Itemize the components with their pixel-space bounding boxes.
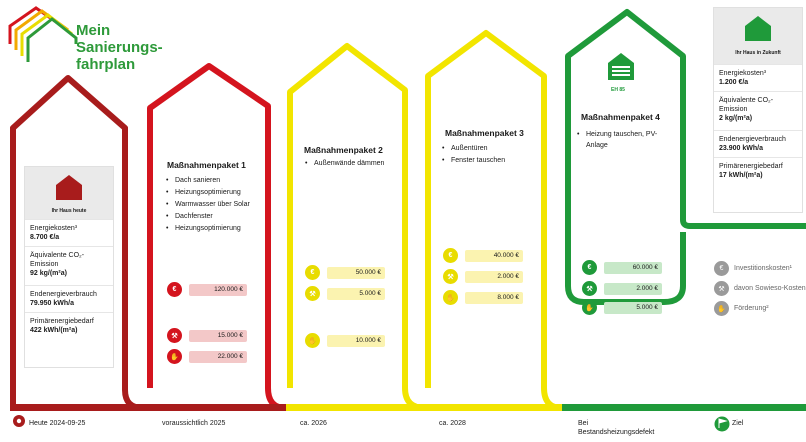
house-outline-package-3 xyxy=(428,33,562,408)
location-pin-icon xyxy=(13,415,25,427)
package-3-items xyxy=(442,143,505,167)
legend-funding: ✋ Förderung² xyxy=(714,301,769,316)
list-item: Anlage xyxy=(586,142,608,149)
future-card-header xyxy=(714,8,802,64)
timeline-label-2028: ca. 2028 xyxy=(439,420,466,427)
package-2-funding: ✋ 10.000 € xyxy=(305,333,385,348)
package-2-investment: € 50.000 € xyxy=(305,265,385,280)
package-1-sowieso: ⚒ 15.000 € xyxy=(167,328,247,343)
package-4-items xyxy=(577,129,657,151)
coins-icon: € xyxy=(582,260,597,275)
timeline-label-2026: ca. 2026 xyxy=(300,420,327,427)
wrench-icon: ⚒ xyxy=(582,281,597,296)
wrench-icon: ⚒ xyxy=(167,328,182,343)
list-item: • Dachfenster xyxy=(166,213,213,220)
coins-icon: € xyxy=(167,282,182,297)
wrench-icon: ⚒ xyxy=(714,281,729,296)
list-item: • Dach sanieren xyxy=(166,177,221,184)
package-1-investment: € 120.000 € xyxy=(167,282,247,297)
timeline-label-2025: voraussichtlich 2025 xyxy=(162,420,226,427)
today-card xyxy=(24,166,114,368)
list-item: • Heizungsoptimierung xyxy=(166,225,241,232)
today-primary-energy: Primärenergiebedarf 422 kWh/(m²a) xyxy=(25,312,113,339)
timeline-bar-yellow xyxy=(286,404,562,411)
logo-icon xyxy=(10,8,76,62)
list-item: • Heizungsoptimierung xyxy=(166,189,241,196)
timeline-label-today: Heute 2024-09-25 xyxy=(29,420,86,427)
list-item: • Fenster tauschen xyxy=(442,157,506,164)
package-4-sowieso: ⚒ 2.000 € xyxy=(582,281,662,296)
package-3-funding: ✋ 8.000 € xyxy=(443,290,523,305)
house-outline-package-2 xyxy=(290,46,425,408)
list-item: • Heizung tauschen, PV- xyxy=(577,131,658,138)
today-energy-costs: Energiekosten³ 8.700 €/a xyxy=(25,219,113,246)
wrench-icon: ⚒ xyxy=(443,269,458,284)
legend-sowieso: ⚒ davon Sowieso-Kosten xyxy=(714,281,806,296)
funding-hand-icon: ✋ xyxy=(167,349,182,364)
energy-house-icon xyxy=(607,52,635,84)
today-card-header xyxy=(25,167,113,219)
today-card-title: Ihr Haus heute xyxy=(51,208,87,214)
package-2-items xyxy=(305,158,384,170)
funding-hand-icon: ✋ xyxy=(305,333,320,348)
timeline-label-goal: Ziel xyxy=(732,420,744,427)
list-item: • Außenwände dämmen xyxy=(305,160,385,167)
coins-icon: € xyxy=(443,248,458,263)
today-final-energy: Endenergieverbrauch 79.950 kWh/a xyxy=(25,285,113,312)
house-icon xyxy=(54,174,84,200)
timeline-label-defect: Bei Bestandsheizungsdefekt xyxy=(578,420,655,436)
package-2-title: Maßnahmenpaket 2 xyxy=(304,145,383,155)
future-final-energy: Endenergieverbrauch 23.900 kWh/a xyxy=(714,130,802,157)
package-4-investment: € 60.000 € xyxy=(582,260,662,275)
package-3-investment: € 40.000 € xyxy=(443,248,523,263)
coins-icon: € xyxy=(305,265,320,280)
efficiency-badge: EH 85 xyxy=(611,87,625,93)
house-icon xyxy=(743,15,773,41)
future-card xyxy=(713,7,803,213)
list-item: • Außentüren xyxy=(442,145,488,152)
package-1-funding: ✋ 22.000 € xyxy=(167,349,247,364)
future-card-title: Ihr Haus in Zukunft xyxy=(735,50,781,56)
timeline-bar-red xyxy=(10,404,286,411)
package-3-title: Maßnahmenpaket 3 xyxy=(445,128,524,138)
future-primary-energy: Primärenergiebedarf 17 kWh/(m²a) xyxy=(714,157,802,184)
package-4-title: Maßnahmenpaket 4 xyxy=(581,112,660,122)
package-4-funding: ✋ 5.000 € xyxy=(582,300,662,315)
wrench-icon: ⚒ xyxy=(305,286,320,301)
funding-hand-icon: ✋ xyxy=(714,301,729,316)
flag-icon xyxy=(715,417,730,432)
funding-hand-icon: ✋ xyxy=(582,300,597,315)
funding-hand-icon: ✋ xyxy=(443,290,458,305)
legend-investment: € Investitionskosten¹ xyxy=(714,261,792,276)
coins-icon: € xyxy=(714,261,729,276)
future-co2-emission: Äquivalente CO₂-Emission 2 kg/(m²a) xyxy=(714,91,802,130)
today-co2-emission: Äquivalente CO₂-Emission 92 kg/(m²a) xyxy=(25,246,113,285)
list-item: • Warmwasser über Solar xyxy=(166,201,250,208)
app-logo-title: Mein Sanierungs- fahrplan xyxy=(76,22,163,73)
package-2-sowieso: ⚒ 5.000 € xyxy=(305,286,385,301)
future-energy-costs: Energiekosten³ 1.200 €/a xyxy=(714,64,802,91)
package-1-title: Maßnahmenpaket 1 xyxy=(167,160,246,170)
timeline-bar-green xyxy=(562,404,806,411)
package-3-sowieso: ⚒ 2.000 € xyxy=(443,269,523,284)
package-1-items xyxy=(166,175,250,235)
